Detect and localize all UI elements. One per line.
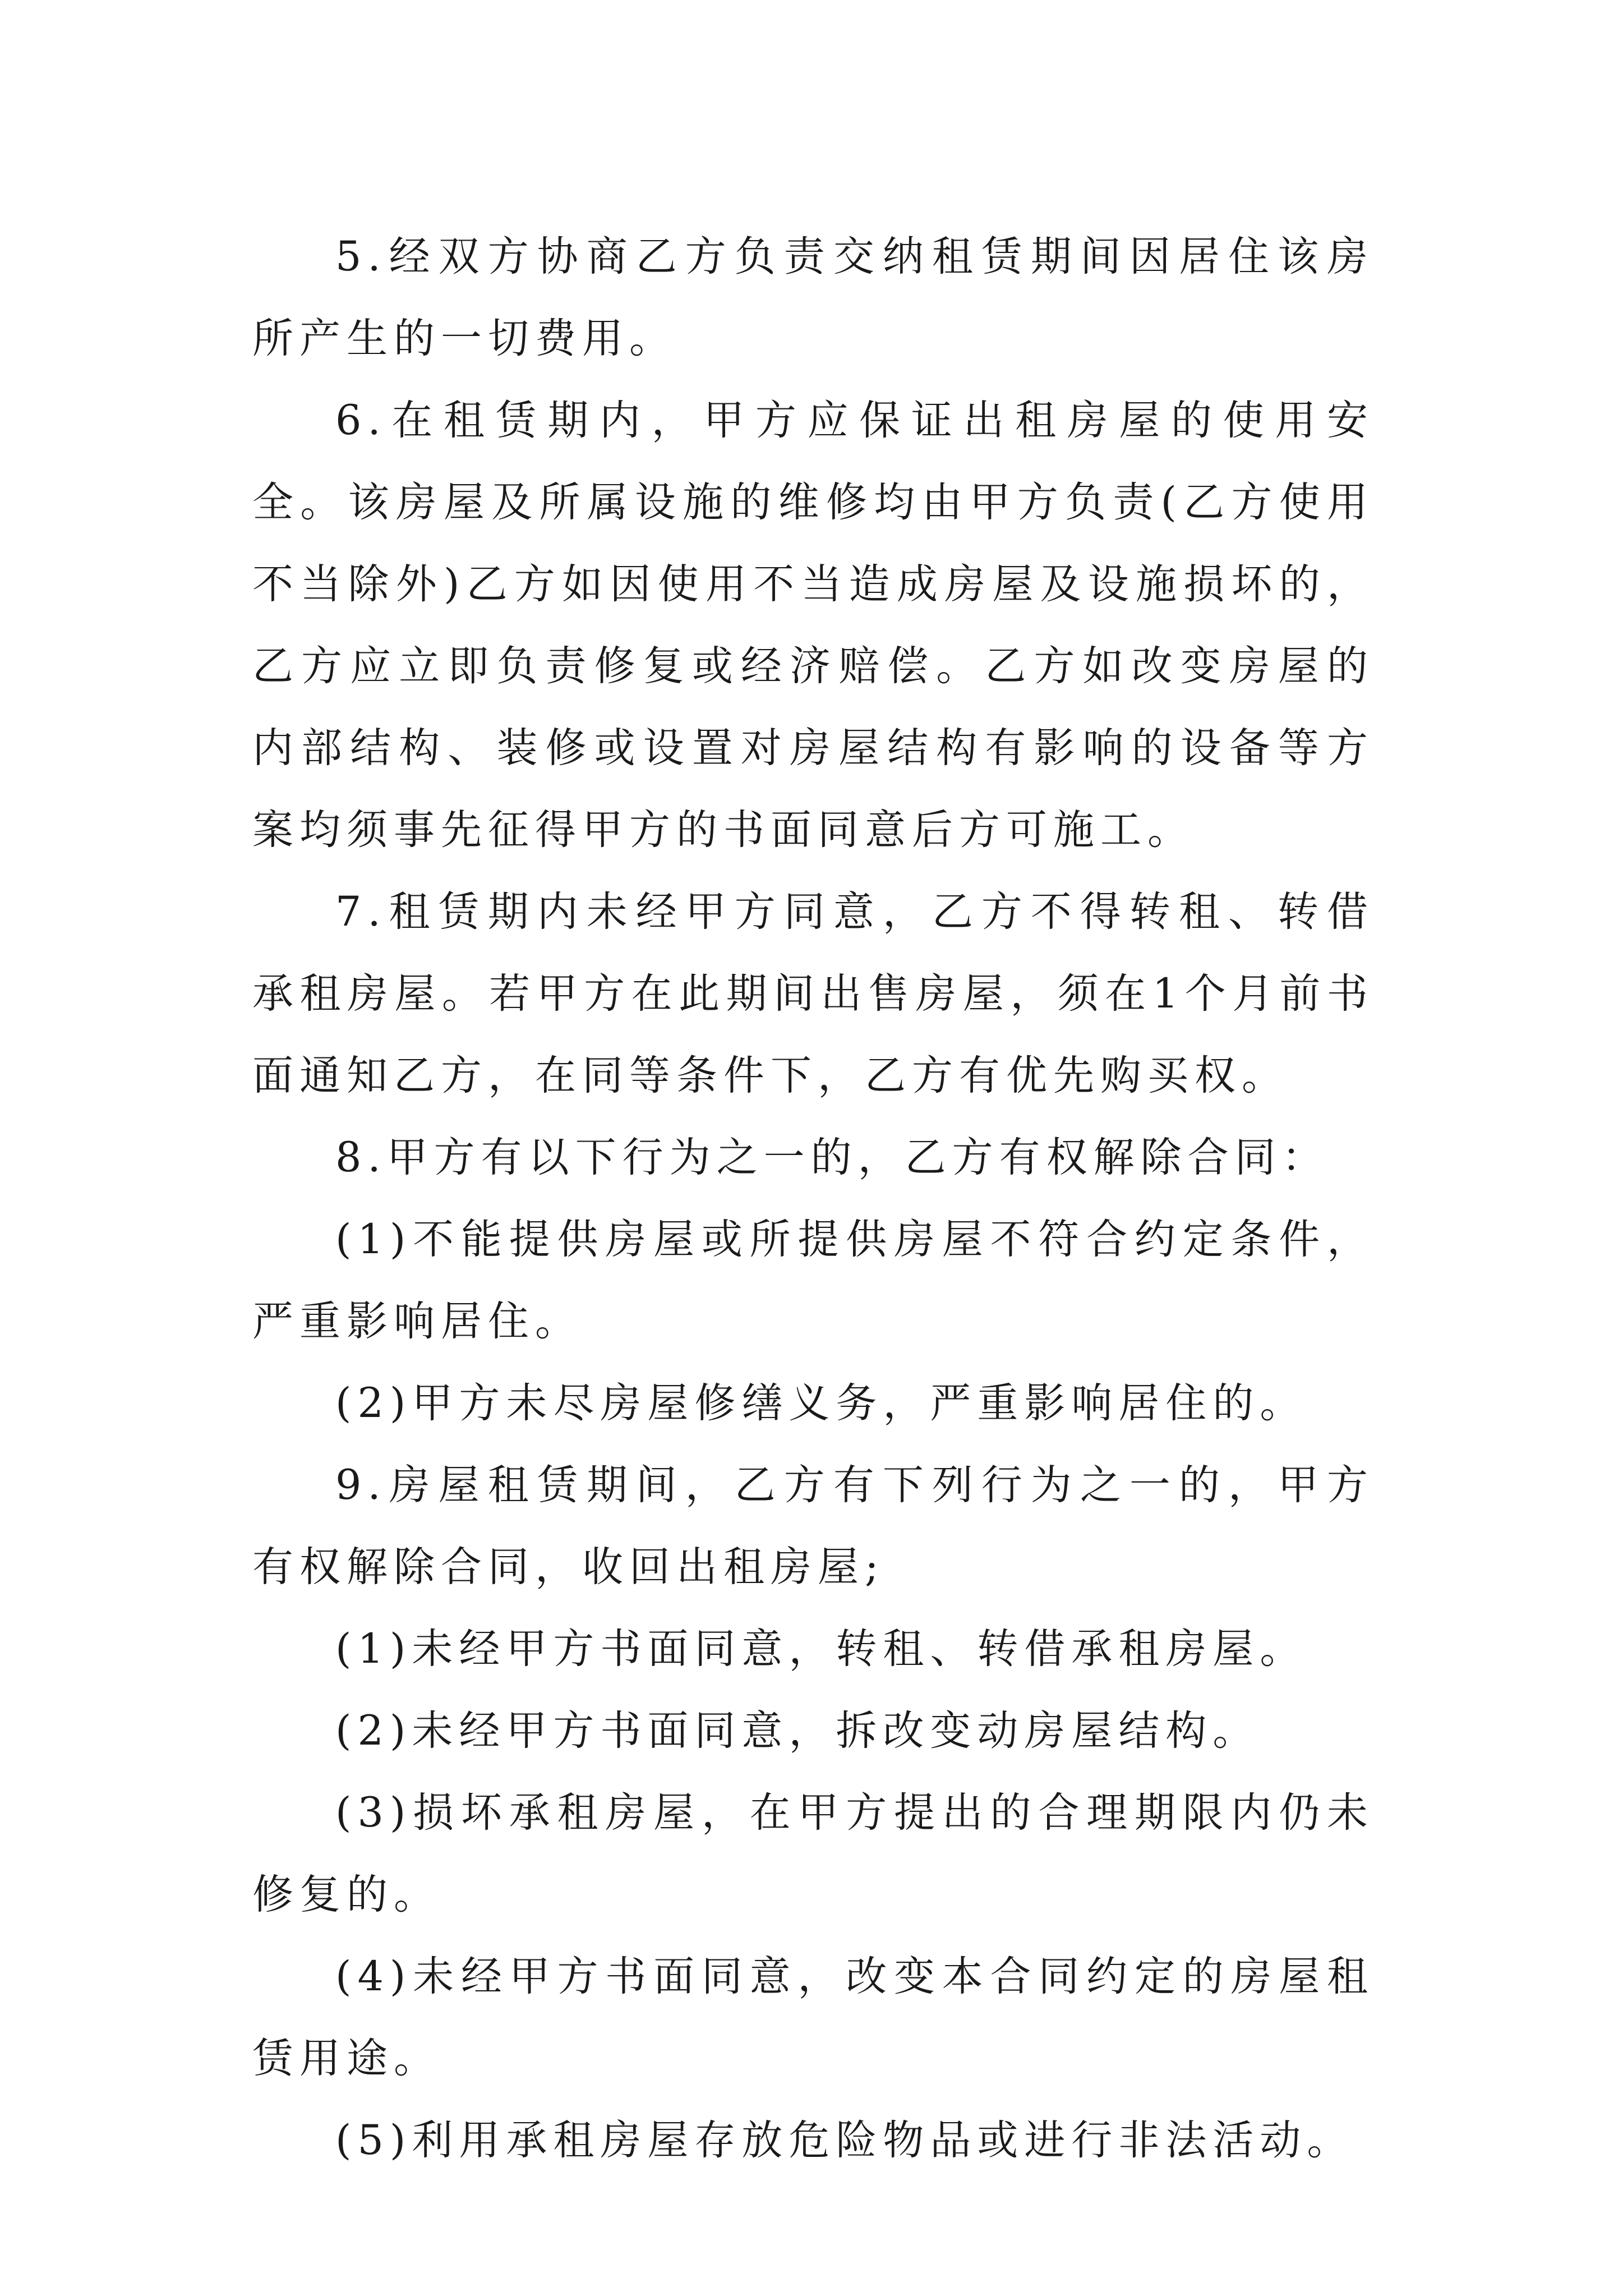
clause-7: 7.租赁期内未经甲方同意，乙方不得转租、转借承租房屋。若甲方在此期间出售房屋，须在1个月前书面通知乙方，在同等条件下，乙方有优先购买权。 [252,888,1374,1099]
clause-9-item-3: (3)损坏承租房屋，在甲方提出的合理期限内仍未修复的。 [252,1789,1374,1918]
clause-9-item-5: (5)利用承租房屋存放危险物品或进行非法活动。 [335,2116,1354,2164]
clause-9: 9.房屋租赁期间，乙方有下列行为之一的，甲方有权解除合同，收回出租房屋; [252,1461,1374,1591]
clause-9-item-1: (1)未经甲方书面同意，转租、转借承租房屋。 [335,1625,1307,1673]
clause-9-item-4: (4)未经甲方书面同意，改变本合同约定的房屋租赁用途。 [252,1953,1374,2082]
clause-6: 6.在租赁期内，甲方应保证出租房屋的使用安全。该房屋及所属设施的维修均由甲方负责(乙方使用不当除外)乙方如因使用不当造成房屋及设施损坏的，乙方应立即负责修复或经济赔偿。乙方如改变房屋的内部结构、装修或设置对房屋结构有影响的设备等方案均须事先征得甲方的书面同意后方可施工。 [252,397,1374,854]
clause-8-item-1: (1)不能提供房屋或所提供房屋不符合约定条件，严重影响居住。 [252,1216,1374,1345]
clause-9-item-2: (2)未经甲方书面同意，拆改变动房屋结构。 [335,1707,1260,1755]
clause-5: 5.经双方协商乙方负责交纳租赁期间因居住该房所产生的一切费用。 [252,233,1374,362]
clause-8: 8.甲方有以下行为之一的，乙方有权解除合同： [335,1134,1329,1181]
clause-8-item-2: (2)甲方未尽房屋修缮义务，严重影响居住的。 [335,1379,1307,1427]
document-body [252,216,1374,2182]
